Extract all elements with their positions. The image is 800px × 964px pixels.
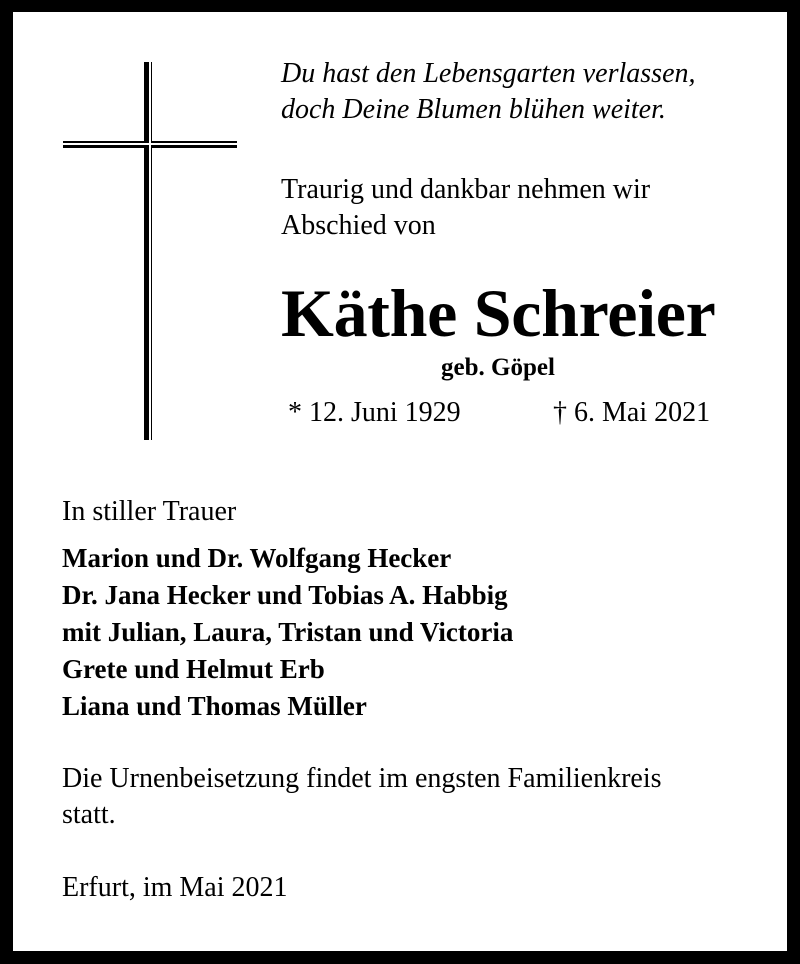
poem-line-2: doch Deine Blumen blühen weiter. — [281, 94, 666, 125]
maiden-name: geb. Göpel — [441, 354, 555, 381]
birth-date: * 12. Juni 1929 — [288, 397, 461, 428]
poem-verse — [281, 56, 696, 128]
death-date: † 6. Mai 2021 — [553, 397, 711, 428]
mourning-label: In stiller Trauer — [62, 496, 237, 527]
intro-line-2: Abschied von — [281, 210, 436, 241]
family-member: Liana und Thomas Müller — [62, 691, 367, 721]
burial-line-1: Die Urnenbeisetzung findet im engsten Familienkreis — [62, 763, 662, 794]
family-member: Dr. Jana Hecker und Tobias A. Habbig — [62, 580, 508, 610]
family-member: Marion und Dr. Wolfgang Hecker — [62, 543, 452, 573]
family-member: mit Julian, Laura, Tristan und Victoria — [62, 617, 514, 647]
place-and-date: Erfurt, im Mai 2021 — [62, 872, 288, 903]
family-member: Grete und Helmut Erb — [62, 654, 325, 684]
cross-icon — [63, 62, 237, 440]
obituary-notice — [13, 12, 787, 951]
deceased-name: Käthe Schreier — [281, 275, 716, 351]
poem-line-1: Du hast den Lebensgarten verlassen, — [281, 58, 696, 89]
farewell-intro — [281, 172, 650, 244]
burial-notice — [62, 761, 662, 833]
burial-line-2: statt. — [62, 799, 116, 830]
intro-line-1: Traurig und dankbar nehmen wir — [281, 174, 651, 205]
family-list — [62, 540, 513, 725]
